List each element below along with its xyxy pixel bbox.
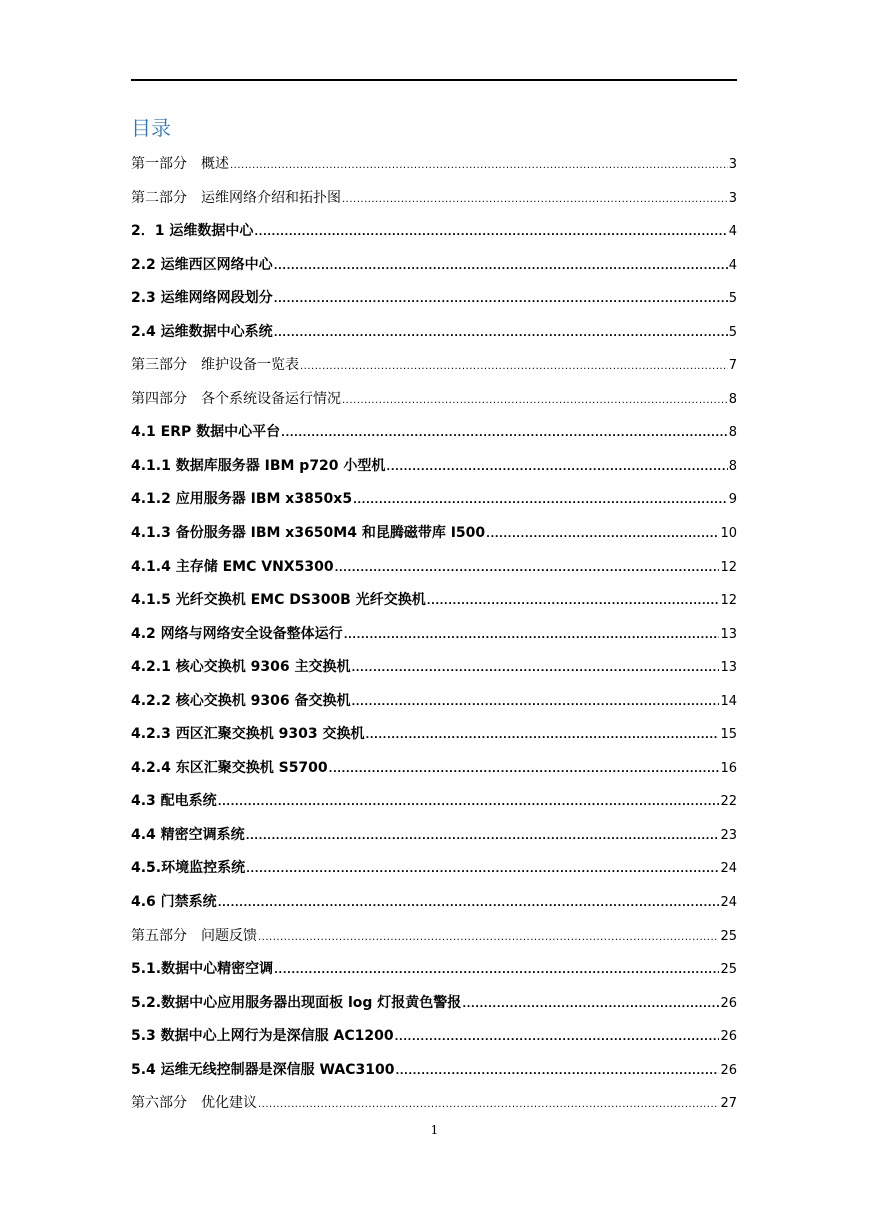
toc-title: 目录 bbox=[131, 116, 171, 140]
toc-dot-leader bbox=[351, 652, 719, 686]
toc-entry-label: 第二部分 运维网络介绍和拓扑图 bbox=[131, 189, 341, 206]
toc-dot-leader bbox=[486, 518, 719, 552]
toc-entry[interactable] bbox=[131, 1087, 737, 1121]
toc-entry-page-number: 5 bbox=[728, 291, 737, 307]
toc-dot-leader bbox=[342, 384, 728, 418]
toc-dot-leader bbox=[274, 250, 728, 284]
toc-entry-label: 第五部分 问题反馈 bbox=[131, 927, 257, 944]
toc-entry-label: 4.6 门禁系统 bbox=[131, 894, 217, 911]
toc-dot-leader bbox=[395, 1055, 719, 1089]
toc-entry-page-number: 24 bbox=[720, 861, 737, 877]
toc-entry-page-number: 3 bbox=[728, 157, 737, 172]
header-rule bbox=[131, 79, 737, 81]
toc-entry-label: 5.1.数据中心精密空调 bbox=[131, 961, 274, 978]
toc-entry-label: 4.2.2 核心交换机 9306 备交换机 bbox=[131, 692, 351, 709]
toc-dot-leader bbox=[218, 887, 720, 921]
toc-dot-leader bbox=[427, 585, 720, 619]
toc-entry-label: 4.3 配电系统 bbox=[131, 793, 217, 810]
toc-entry[interactable] bbox=[131, 349, 737, 383]
toc-entry-label: 第四部分 各个系统设备运行情况 bbox=[131, 390, 341, 407]
toc-entry[interactable] bbox=[131, 1020, 737, 1054]
toc-entry[interactable] bbox=[131, 450, 737, 484]
toc-entry-label: 4.1.3 备份服务器 IBM x3650M4 和昆腾磁带库 I500 bbox=[131, 525, 486, 542]
toc-dot-leader bbox=[274, 954, 719, 988]
toc-entry[interactable] bbox=[131, 517, 737, 551]
toc-entry-page-number: 25 bbox=[720, 962, 737, 978]
toc-entry[interactable] bbox=[131, 752, 737, 786]
toc-entry-page-number: 8 bbox=[728, 425, 737, 441]
toc-entry[interactable] bbox=[131, 148, 737, 182]
toc-entry[interactable] bbox=[131, 282, 737, 316]
toc-dot-leader bbox=[258, 921, 719, 955]
toc-entry-label: 4.1.4 主存储 EMC VNX5300 bbox=[131, 558, 334, 575]
toc-entry-page-number: 5 bbox=[728, 324, 737, 340]
toc-dot-leader bbox=[342, 183, 728, 217]
toc-dot-leader bbox=[230, 149, 728, 183]
toc-dot-leader bbox=[258, 1088, 719, 1122]
toc-dot-leader bbox=[386, 451, 727, 485]
toc-entry-page-number: 8 bbox=[728, 458, 737, 474]
toc-entry-label: 2.3 运维网络网段划分 bbox=[131, 290, 273, 307]
toc-entry-page-number: 26 bbox=[720, 1029, 737, 1045]
toc-dot-leader bbox=[246, 853, 719, 887]
toc-entry-page-number: 15 bbox=[720, 727, 737, 743]
toc-entry[interactable] bbox=[131, 953, 737, 987]
toc-dot-leader bbox=[365, 719, 719, 753]
toc-entry-label: 4.2.3 西区汇聚交换机 9303 交换机 bbox=[131, 726, 365, 743]
toc-entry[interactable] bbox=[131, 584, 737, 618]
toc-entry-label: 5.4 运维无线控制器是深信服 WAC3100 bbox=[131, 1061, 395, 1078]
toc-entry-page-number: 13 bbox=[720, 626, 737, 642]
toc-entry-page-number: 25 bbox=[720, 928, 737, 944]
toc-dot-leader bbox=[353, 484, 728, 518]
toc-entry-page-number: 10 bbox=[720, 526, 737, 542]
toc-entry-page-number: 7 bbox=[728, 358, 737, 374]
toc-dot-leader bbox=[281, 417, 728, 451]
toc-entry-label: 第一部分 概述 bbox=[131, 156, 229, 172]
toc-entry-page-number: 24 bbox=[720, 895, 737, 911]
toc-entry-label: 4.1.5 光纤交换机 EMC DS300B 光纤交换机 bbox=[131, 592, 426, 609]
toc-entry[interactable] bbox=[131, 651, 737, 685]
toc-entry-label: 2.2 运维西区网络中心 bbox=[131, 256, 273, 273]
toc-entry-label: 4.5.环境监控系统 bbox=[131, 860, 246, 877]
toc-entry-page-number: 12 bbox=[720, 593, 737, 609]
toc-dot-leader bbox=[395, 1021, 720, 1055]
toc-entry-page-number: 4 bbox=[728, 224, 737, 240]
toc-entry-label: 4.1 ERP 数据中心平台 bbox=[131, 424, 281, 441]
toc-entry-label: 第六部分 优化建议 bbox=[131, 1095, 257, 1112]
toc-entry-page-number: 22 bbox=[720, 794, 737, 810]
toc-dot-leader bbox=[274, 283, 728, 317]
toc-entry[interactable] bbox=[131, 852, 737, 886]
toc-entry-label: 4.1.2 应用服务器 IBM x3850x5 bbox=[131, 491, 353, 508]
toc-entry[interactable] bbox=[131, 920, 737, 954]
toc-dot-leader bbox=[300, 350, 728, 384]
toc-entry[interactable] bbox=[131, 987, 737, 1021]
toc-entry-label: 4.4 精密空调系统 bbox=[131, 826, 245, 843]
toc-entry[interactable] bbox=[131, 383, 737, 417]
toc-entry[interactable] bbox=[131, 215, 737, 249]
toc-dot-leader bbox=[351, 686, 719, 720]
toc-entry[interactable] bbox=[131, 182, 737, 216]
toc-entry-label: 5.2.数据中心应用服务器出现面板 log 灯报黄色警报 bbox=[131, 994, 462, 1011]
toc-entry-page-number: 4 bbox=[728, 257, 737, 273]
toc-entry[interactable] bbox=[131, 685, 737, 719]
toc-dot-leader bbox=[274, 317, 728, 351]
toc-entry[interactable] bbox=[131, 718, 737, 752]
toc-entry[interactable] bbox=[131, 551, 737, 585]
toc-entry-page-number: 23 bbox=[720, 827, 737, 843]
toc-entry-label: 2．1 运维数据中心 bbox=[131, 223, 254, 240]
toc-list bbox=[131, 148, 737, 1121]
toc-entry-page-number: 8 bbox=[728, 391, 737, 407]
toc-entry-label: 第三部分 维护设备一览表 bbox=[131, 357, 299, 374]
toc-entry[interactable] bbox=[131, 483, 737, 517]
toc-entry-label: 4.2 网络与网络安全设备整体运行 bbox=[131, 625, 343, 642]
toc-entry[interactable] bbox=[131, 618, 737, 652]
page-number: 1 bbox=[430, 1123, 439, 1137]
toc-entry[interactable] bbox=[131, 416, 737, 450]
toc-dot-leader bbox=[246, 820, 720, 854]
toc-entry-page-number: 9 bbox=[728, 492, 737, 508]
toc-dot-leader bbox=[462, 988, 719, 1022]
toc-entry-page-number: 16 bbox=[720, 760, 737, 776]
toc-dot-leader bbox=[335, 552, 720, 586]
toc-entry[interactable] bbox=[131, 316, 737, 350]
toc-entry-label: 4.2.1 核心交换机 9306 主交换机 bbox=[131, 659, 351, 676]
toc-dot-leader bbox=[218, 786, 720, 820]
toc-dot-leader bbox=[329, 753, 720, 787]
toc-entry-label: 4.2.4 东区汇聚交换机 S5700 bbox=[131, 759, 328, 776]
toc-entry-page-number: 12 bbox=[720, 559, 737, 575]
toc-entry[interactable] bbox=[131, 785, 737, 819]
toc-entry-label: 4.1.1 数据库服务器 IBM p720 小型机 bbox=[131, 457, 386, 474]
toc-entry[interactable] bbox=[131, 249, 737, 283]
toc-entry-page-number: 27 bbox=[720, 1096, 737, 1112]
toc-entry-page-number: 13 bbox=[720, 660, 737, 676]
toc-dot-leader bbox=[344, 619, 720, 653]
toc-entry-label: 2.4 运维数据中心系统 bbox=[131, 323, 273, 340]
toc-entry-page-number: 3 bbox=[728, 190, 737, 206]
toc-entry[interactable] bbox=[131, 1054, 737, 1088]
toc-entry-label: 5.3 数据中心上网行为是深信服 AC1200 bbox=[131, 1028, 394, 1045]
toc-entry-page-number: 26 bbox=[720, 1062, 737, 1078]
toc-entry-page-number: 14 bbox=[720, 693, 737, 709]
toc-entry-page-number: 26 bbox=[720, 995, 737, 1011]
toc-dot-leader bbox=[254, 216, 727, 250]
toc-entry[interactable] bbox=[131, 886, 737, 920]
toc-entry[interactable] bbox=[131, 819, 737, 853]
